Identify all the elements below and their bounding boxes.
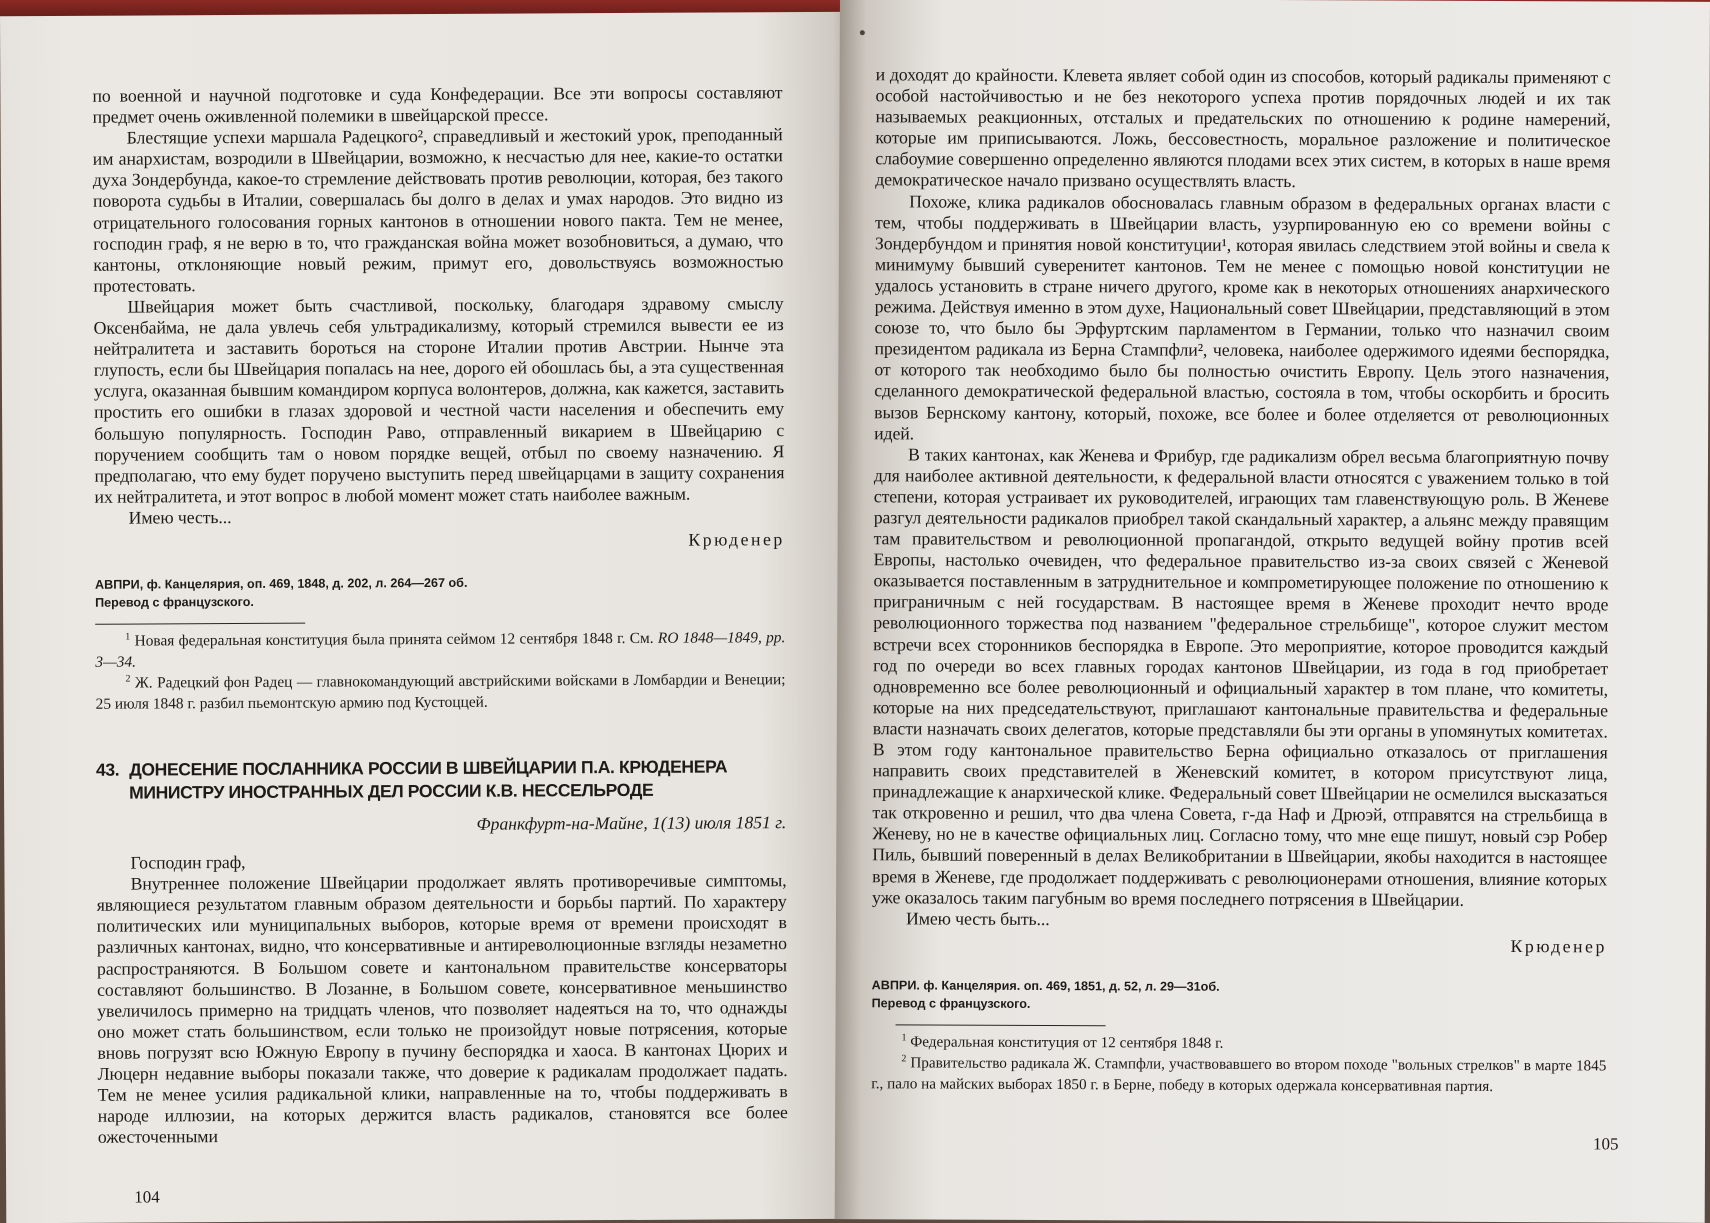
footnote-1: [95, 627, 785, 673]
right-column: [871, 64, 1610, 1097]
footnote-mark: 2: [125, 673, 131, 685]
footnote-divider: [95, 623, 305, 625]
archive-reference: АВПРИ, ф. Канцелярия, оп. 469, 1848, д. 202, л. 264—267 об.: [94, 575, 468, 592]
translation-note: Перевод с французского.: [95, 594, 254, 610]
salutation: Господин граф,: [130, 852, 246, 873]
paragraph: Блестящие успехи маршала Радецкого², справедливый и жестокий урок, преподанный им анархистам, возродили в Швейцарии, возможно, к несчастью для нее, какие-то остатки духа Зондербунда, какое-то стремление действовать против революции, которая, без такого поворота судьбы в Италии, совершалась бы долго в делах и умах народов. Это видно из отрицательного голосования горных кантонов в отношении нового пакта. Тем не менее, господин граф, я не верю в то, что гражданская война может возобновиться, а думаю, что кантоны, отклоняющие новый режим, примут его, довольствуясь возможностью протестовать.: [92, 124, 784, 296]
paragraph: Похоже, клика радикалов обосновалась главным образом в федеральных органах власти с тем, чтобы поддерживать в Швейцарии власть, узурпированную ею со времени войны с Зондербундом и принятия новой конституции¹, которая явилась следствием этой войны и свела к минимуму бывший суверенитет кантонов. Тем не менее с помощью новой конституции не удалось установить в стране ничего другого, кроме как в некоторых отношениях анархического режима. Действуя именно в этом духе, Национальный совет Швейцарии, представляющий в этом союзе то, что было бы Эрфуртским парламентом в Германии, только что назначил своим президентом радикала из Берна Стампфли², человека, наиболее одержимого идеями беспорядка, от которого так необходимо было бы полностью очистить Европу. Цель этого назначения, сделанного демократической федеральной властью, состояла в том, чтобы оскорбить и бросить вызов Бернскому кантону, который, похоже, все более и более отделяется от революционных идей.: [874, 190, 1611, 444]
signature: Крюденер: [688, 529, 785, 550]
footnote-mark: 2: [901, 1053, 907, 1065]
footnote-reference: RO 1848—1849, pp. 3—34.: [95, 629, 786, 671]
paragraph: Внутреннее положение Швейцарии продолжает являть противоречивые симптомы, являющиеся результатом главным образом деятельности и борьбы партий. По характеру политических или муниципальных выборов, которые время от времени происходят в различных кантонах, видно, что консервативные и антиреволюционные взгляды незаметно распространяются. В Большом совете и кантональном правительстве консерваторы составляют большинство. В Лозанне, в Большом совете, консервативное меньшинство увеличилось примерно на тридцать членов, что позволяет надеяться на то, что однажды оно может стать большинством, если только не произойдут новые потрясения, которые вновь погрузят всю Южную Европу в пучину беспорядка и хаоса. В кантонах Цюрих и Люцерн недавние выборы показали также, что доверие к радикалам продолжает падать. Тем не менее усилия радикальной клики, направленные на то, чтобы поддерживать в народе иллюзии, на которых держится власть радикалов, становятся все более ожесточенными: [96, 870, 788, 1148]
footnote-mark: 1: [901, 1032, 907, 1044]
footnote-text: Правительство радикала Ж. Стампфли, участвовавшего во втором походе "вольных стрелков" в марте 1845 г., пало на майских выборах 1850 г. в Берне, победу в которых одержала консервативная партия.: [871, 1054, 1607, 1095]
left-column: [92, 82, 788, 1148]
document-title-line-2: МИНИСТРУ ИНОСТРАННЫХ ДЕЛ РОССИИ К.В. НЕССЕЛЬРОДЕ: [129, 779, 654, 803]
archive-reference: АВПРИ. ф. Канцелярия. оп. 469, 1851, д. 52, л. 29—31об.: [871, 978, 1220, 994]
document-title-line-1: ДОНЕСЕНИЕ ПОСЛАННИКА РОССИИ В ШВЕЙЦАРИИ П.А. КРЮДЕНЕРА: [129, 756, 728, 780]
archive-source: [872, 976, 1607, 1015]
dateline: Франкфурт-на-Майне, 1(13) июля 1851 г.: [476, 812, 787, 834]
footnote-text: Ж. Радецкий фон Радец — главнокомандующий австрийскими войсками в Ломбардии и Венеции; 25 июля 1848 г. разбил пьемонтскую армию под Кустоццей.: [95, 671, 786, 713]
ink-speck: [860, 30, 865, 35]
paragraph: Швейцария может быть счастливой, поскольку, благодаря здравому смыслу Оксенбайма, не дала увлечь себя ультрадикализму, который стремился вывести ее из нейтралитета и заставить бороться на стороне Италии против Австрии. Нынче эта глупость, если бы Швейцария попалась на нее, дорого ей обошлась бы, а эта существенная услуга, оказанная бывшим командиром корпуса волонтеров, должна, как кажется, заставить простить его ошибки в глазах здоровой и честной части населения и обеспечить ему большую популярность. Господин Раво, отправленный викарием в Швейцарию с поручением сообщить там о новом порядке вещей, отбыл по своему назначению. Я предполагаю, что ему будет поручено выступить перед швейцарцами в защиту сохранения их нейтралитета, и этот вопрос в любой момент может стать наиболее важным.: [93, 293, 785, 507]
signature: Крюденер: [1510, 935, 1607, 957]
closing-line: Имею честь быть...: [905, 908, 1050, 929]
right-page: [835, 0, 1710, 1223]
page-number: 105: [1592, 1134, 1619, 1154]
footnote-2: [95, 669, 785, 715]
footnote-text: Новая федеральная конституция была принята сеймом 12 сентября 1848 г. См.: [134, 629, 654, 650]
paragraph: В таких кантонах, как Женева и Фрибур, где радикализм обрел весьма благоприятную почву для наиболее активной деятельности, к федеральной власти относятся с уважением только в той степени, которая устраивает их руководителей, играющих там главенствующую роль. В Женеве разгул деятельности радикалов приобрел такой скандальный характер, а альянс между правящим там правительством и революционной пропагандой, открыто ведущей войну против всей Европы, настолько очевиден, что федеральное правительство из-за своих связей с Женевой оказывается поставленным в затруднительное и компрометирующее положение по отношению к приграничным с ней государствам. В настоящее время в Женеве проходит нечто вроде революционного торжества под названием "федеральное стрельбище", которое служит местом встречи всех сторонников беспорядка в Европе. Это мероприятие, которое проводится каждый год по очереди во всех главных городах кантонов Швейцарии, из года в год приобретает одновременно все более революционный и официальный характер в том плане, что комитеты, которые на них председательствуют, приглашают кантональные правительства и федеральные власти назначать своих делегатов, которые представляли бы эти органы в упомянутых комитетах. В этом году кантональное правительство Берна официально отказалось от приглашения направить своих представителей в Женевский комитет, в котором присутствуют лица, принадлежащие к анархической клике. Федеральный совет Швейцарии не осмелился высказаться так откровенно и решил, что два члена Совета, г-да Наф и Дрюэй, отправятся на стрельбища в Женеву, но не в качестве официальных лиц. Согласно тому, что мне еще пишут, новый сэр Робер Пиль, бывший поверенный в делах Великобритании в Швейцарии, якобы находится в настоящее время в Женеве, где продолжает поддерживать с революционерами отношения, влияние которых уже оказалось таким пагубным во время последнего потрясения в Швейцарии.: [872, 444, 1610, 910]
footnote-text: Федеральная конституция от 12 сентября 1848 г.: [910, 1033, 1224, 1052]
paragraph: по военной и научной подготовке и суда Конфедерации. Все эти вопросы составляют предмет очень оживленной полемики в швейцарской прессе.: [92, 82, 783, 127]
archive-source: [95, 572, 785, 612]
closing-line: Имею честь...: [128, 506, 232, 528]
footnote-divider: [896, 1024, 1106, 1026]
footnotes: [871, 1031, 1606, 1097]
left-page: [0, 12, 864, 1223]
document-number: 43.: [95, 759, 120, 780]
page-number: 104: [134, 1187, 160, 1207]
translation-note: Перевод с французского.: [871, 996, 1031, 1011]
document-heading: [96, 755, 786, 805]
footnote-mark: 1: [125, 631, 131, 643]
footnote-2: [871, 1052, 1606, 1097]
paragraph: и доходят до крайности. Клевета являет собой один из способов, который радикалы применяют с особой настойчивостью и не без некоторого успеха против порядочных людей и их так называемых реакционных, отсталых и предательских по отношению к родине намерений, которые им приписываются. Ложь, бессовестность, моральное разложение и политическое слабоумие совершенно определенно являются плодами всех этих систем, в которых в наше время демократическое начало призвано осуществлять власть.: [875, 64, 1611, 192]
